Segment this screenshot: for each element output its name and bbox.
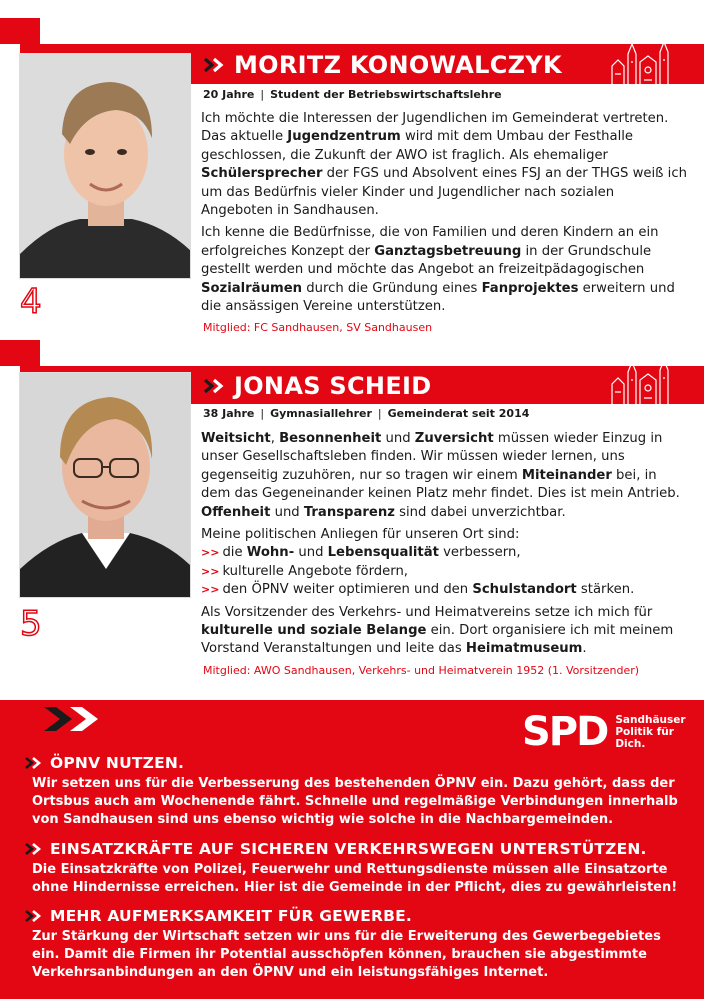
candidate-1-list-number: 4 — [20, 282, 42, 322]
candidate-2-name-row — [203, 369, 431, 403]
list-item: >> kulturelle Angebote fördern, — [201, 563, 409, 579]
section-title: MEHR AUFMERKSAMKEIT FÜR GEWERBE. — [50, 907, 413, 925]
spd-logo — [522, 709, 686, 755]
spd-tagline: Sandhäuser Politik für Dich. — [615, 714, 686, 750]
skyline-icon — [606, 358, 676, 414]
double-chevron-icon — [24, 909, 44, 923]
section-title: EINSATZKRÄFTE AUF SICHEREN VERKEHRSWEGEN UNTERSTÜTZEN. — [50, 840, 647, 858]
double-chevron-icon — [40, 704, 120, 734]
double-chevron-icon — [203, 55, 229, 75]
section-body: Zur Stärkung der Wirtschaft setzen wir uns für die Erweiterung des Gewerbegebietes ein. Damit die Firmen ihr Potential ausschöpfen können, brauchen sie abgestimmte Verkehrsanbindungen an den ÖPNV und ein leistungsfähiges Internet. — [32, 929, 661, 981]
double-chevron-icon — [24, 842, 44, 856]
candidate-1-name: MORITZ KONOWALCZYK — [234, 51, 562, 79]
candidate-2-name: JONAS SCHEID — [234, 372, 432, 400]
list-item: >> den ÖPNV weiter optimieren und den Schulstandort stärken. — [201, 582, 635, 598]
candidate-1-name-row — [203, 48, 562, 82]
candidate-2-council: Gemeinderat seit 2014 — [387, 407, 530, 420]
candidate-2-age: 38 Jahre — [203, 407, 255, 420]
program-section-einsatzkraefte — [24, 840, 684, 897]
candidate-1-age: 20 Jahre — [203, 88, 255, 101]
candidate-1-bio-p2: Ich kenne die Bedürfnisse, die von Familien und deren Kindern an ein erfolgreiches Konzept der Ganztagsbetreuung in der Grundschule gestellt werden und möchte das Angebot an freizeitpädagogischen Sozialräumen durch die Gründung eines Fanprojektes erweitern und die ansässigen Vereine unterstützen. — [201, 225, 675, 315]
section-title: ÖPNV NUTZEN. — [50, 754, 185, 772]
candidate-2-list-number: 5 — [20, 604, 42, 644]
spd-wordmark: SPD — [522, 709, 608, 755]
candidate-2-photo — [19, 372, 191, 598]
candidate-1-bio-p1: Ich möchte die Interessen der Jugendlichen im Gemeinderat vertreten. Das aktuelle Jugendzentrum wird mit dem Umbau der Festhalle geschlossen, die Zukunft der AWO ist fraglich. Als ehemaliger Schülersprecher der FGS und Absolvent eines FSJ an der THGS weiß ich um das Bedürfnis vieler Kinder und Jugendlicher nach sozialen Angeboten in Sandhausen. — [201, 111, 687, 219]
candidate-2-role: Gymnasiallehrer — [270, 407, 372, 420]
candidate-2-membership: Mitglied: AWO Sandhausen, Verkehrs- und Heimatverein 1952 (1. Vorsitzender) — [203, 664, 640, 677]
candidate-1-meta: 20 Jahre | Student der Betriebswirtschaftslehre — [203, 88, 502, 101]
list-item: >> die Wohn- und Lebensqualität verbessern, — [201, 545, 521, 561]
candidate-1-membership: Mitglied: FC Sandhausen, SV Sandhausen — [203, 321, 433, 334]
candidate-1-bio — [201, 110, 687, 320]
candidate-2-bio-p3: Als Vorsitzender des Verkehrs- und Heimatvereins setze ich mich für kulturelle und soziale Belange ein. Dort organisiere ich mit meinem Vorstand Veranstaltungen und leite das Heimatmuseum. — [201, 604, 674, 657]
candidate-2-bullets — [201, 544, 687, 599]
double-chevron-icon — [203, 376, 229, 396]
section-body: Wir setzen uns für die Verbesserung des bestehenden ÖPNV ein. Dazu gehört, dass der Ortsbus auch am Wochenende fährt. Schnelle und regelmäßige Verbindungen innerhalb von Sandhausen sind uns ebenso wichtig wie solche in die Nachbargemeinden. — [32, 776, 678, 828]
skyline-icon — [606, 40, 676, 96]
candidate-2-bio-p1: Weitsicht, Besonnenheit und Zuversicht müssen wieder Einzug in unser Gesellschaftsleben finden. Wir müssen wieder lernen, uns gegenseitig zuzuhören, nur so tragen wir einem Miteinander bei, in dem das Gegeneinander keinen Platz mehr findet. Dies ist mein Antrieb. Offenheit und Transparenz sind dabei unverzichtbar. — [201, 431, 680, 520]
candidate-1-role: Student der Betriebswirtschaftslehre — [270, 88, 502, 101]
candidate-2-meta: 38 Jahre | Gymnasiallehrer | Gemeinderat seit 2014 — [203, 407, 530, 420]
candidate-2-bio-p2: Meine politischen Anliegen für unseren Ort sind: — [201, 527, 520, 543]
candidate-2-bio — [201, 430, 687, 663]
section-body: Die Einsatzkräfte von Polizei, Feuerwehr und Rettungsdienste müssen alle Einsatzorte ohne Hindernisse erreichen. Hier ist die Gemeinde in der Pflicht, dies zu gewährleisten! — [32, 862, 678, 896]
double-chevron-icon — [24, 756, 44, 770]
candidate-1-photo — [19, 53, 191, 279]
program-section-oepnv — [24, 754, 684, 830]
program-section-gewerbe — [24, 907, 684, 983]
